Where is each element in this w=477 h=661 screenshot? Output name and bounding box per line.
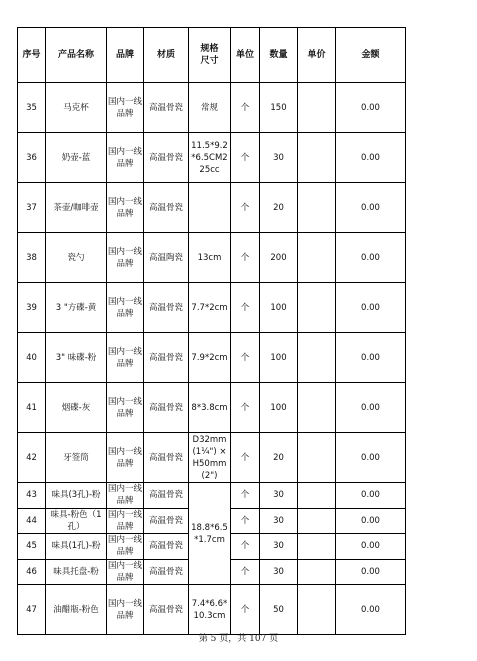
cell-quantity: 100 bbox=[260, 383, 298, 433]
cell-seq: 43 bbox=[18, 483, 46, 509]
cell-amount: 0.00 bbox=[336, 233, 406, 283]
cell-seq: 36 bbox=[18, 133, 46, 183]
cell-seq: 45 bbox=[18, 534, 46, 560]
cell-product-name: 牙签筒 bbox=[46, 433, 107, 483]
cell-brand: 国内一线品牌 bbox=[108, 560, 143, 583]
cell-amount: 0.00 bbox=[336, 433, 406, 483]
cell-spec: 7.7*2cm bbox=[189, 283, 231, 333]
cell-brand: 国内一线品牌 bbox=[108, 484, 143, 507]
cell-quantity: 100 bbox=[260, 283, 298, 333]
cell-unit: 个 bbox=[231, 534, 260, 560]
cell-amount: 0.00 bbox=[336, 333, 406, 383]
cell-product-name: 3 "方碟-黄 bbox=[46, 283, 107, 333]
table-header-row bbox=[18, 28, 406, 83]
cell-brand: 国内一线品牌 bbox=[107, 83, 144, 133]
cell-spec-merged: 18.8*6.5*1.7cm bbox=[189, 483, 231, 585]
cell-brand: 国内一线品牌 bbox=[107, 333, 144, 383]
cell-seq: 40 bbox=[18, 333, 46, 383]
cell-unit: 个 bbox=[231, 585, 260, 635]
cell-quantity: 20 bbox=[260, 433, 298, 483]
cell-quantity: 30 bbox=[260, 559, 298, 585]
cell-seq: 46 bbox=[18, 559, 46, 585]
cell-amount: 0.00 bbox=[336, 483, 406, 509]
cell-product-name: 奶壶-蓝 bbox=[46, 133, 107, 183]
cell-brand: 国内一线品牌 bbox=[107, 133, 144, 183]
cell-seq: 42 bbox=[18, 433, 46, 483]
cell-brand: 国内一线品牌 bbox=[108, 535, 143, 558]
cell-quantity: 20 bbox=[260, 183, 298, 233]
cell-unit: 个 bbox=[231, 83, 260, 133]
cell-product-name: 味具(1孔)-粉 bbox=[46, 534, 107, 560]
header-product-name: 产品名称 bbox=[46, 28, 107, 83]
header-amount: 金额 bbox=[336, 28, 406, 83]
cell-brand: 国内一线品牌 bbox=[107, 433, 144, 483]
cell-amount: 0.00 bbox=[336, 83, 406, 133]
cell-amount: 0.00 bbox=[336, 534, 406, 560]
cell-material: 高温骨瓷 bbox=[144, 333, 189, 383]
table-row bbox=[18, 433, 406, 483]
cell-unit: 个 bbox=[231, 283, 260, 333]
cell-brand: 国内一线品牌 bbox=[107, 383, 144, 433]
cell-unit-price bbox=[298, 483, 336, 509]
cell-amount: 0.00 bbox=[336, 559, 406, 585]
cell-unit: 个 bbox=[231, 559, 260, 585]
cell-brand: 国内一线品牌 bbox=[108, 509, 143, 532]
cell-spec: 11.5*9.2*6.5CM225cc bbox=[189, 133, 231, 183]
cell-unit-price bbox=[298, 183, 336, 233]
table-row bbox=[18, 283, 406, 333]
cell-product-name: 茶壶/咖啡壶 bbox=[46, 183, 107, 233]
table-row bbox=[18, 83, 406, 133]
cell-amount: 0.00 bbox=[336, 283, 406, 333]
cell-unit-price bbox=[298, 508, 336, 534]
cell-amount: 0.00 bbox=[336, 585, 406, 635]
cell-quantity: 30 bbox=[260, 483, 298, 509]
header-unit: 单位 bbox=[231, 28, 260, 83]
cell-unit-price bbox=[298, 133, 336, 183]
cell-seq: 47 bbox=[18, 585, 46, 635]
cell-spec bbox=[189, 183, 231, 233]
cell-unit-price bbox=[298, 83, 336, 133]
cell-seq: 39 bbox=[18, 283, 46, 333]
cell-unit: 个 bbox=[231, 433, 260, 483]
cell-seq: 35 bbox=[18, 83, 46, 133]
header-material: 材质 bbox=[144, 28, 189, 83]
cell-product-name: 味具-粉色（1孔） bbox=[46, 508, 107, 534]
cell-seq: 38 bbox=[18, 233, 46, 283]
cell-quantity: 30 bbox=[260, 133, 298, 183]
cell-material: 高温骨瓷 bbox=[144, 383, 189, 433]
cell-amount: 0.00 bbox=[336, 383, 406, 433]
cell-product-name: 味具(3孔)-粉 bbox=[46, 483, 107, 509]
cell-material: 高温骨瓷 bbox=[144, 183, 189, 233]
cell-product-name: 瓷勺 bbox=[46, 233, 107, 283]
cell-unit: 个 bbox=[231, 483, 260, 509]
cell-material: 高温骨瓷 bbox=[144, 433, 189, 483]
cell-product-name: 油醋瓶-粉色 bbox=[46, 585, 107, 635]
header-quantity: 数量 bbox=[260, 28, 298, 83]
cell-spec: 8*3.8cm bbox=[189, 383, 231, 433]
cell-quantity: 50 bbox=[260, 585, 298, 635]
cell-material: 高温骨瓷 bbox=[144, 559, 189, 585]
cell-brand: 国内一线品牌 bbox=[107, 585, 144, 635]
cell-quantity: 100 bbox=[260, 333, 298, 383]
cell-amount: 0.00 bbox=[336, 133, 406, 183]
cell-material: 高温骨瓷 bbox=[144, 508, 189, 534]
cell-product-name: 马克杯 bbox=[46, 83, 107, 133]
cell-unit-price bbox=[298, 383, 336, 433]
table-row bbox=[18, 233, 406, 283]
cell-unit-price bbox=[298, 333, 336, 383]
table-row bbox=[18, 383, 406, 433]
cell-unit: 个 bbox=[231, 133, 260, 183]
cell-spec: 7.9*2cm bbox=[189, 333, 231, 383]
cell-unit-price bbox=[298, 534, 336, 560]
cell-brand: 国内一线品牌 bbox=[107, 233, 144, 283]
cell-unit-price bbox=[298, 559, 336, 585]
cell-amount: 0.00 bbox=[336, 508, 406, 534]
table-row bbox=[18, 585, 406, 635]
cell-material: 高温骨瓷 bbox=[144, 133, 189, 183]
cell-unit: 个 bbox=[231, 383, 260, 433]
cell-unit-price bbox=[298, 433, 336, 483]
cell-material: 高温骨瓷 bbox=[144, 283, 189, 333]
cell-unit-price bbox=[298, 233, 336, 283]
cell-amount: 0.00 bbox=[336, 183, 406, 233]
cell-seq: 44 bbox=[18, 508, 46, 534]
cell-brand: 国内一线品牌 bbox=[107, 183, 144, 233]
cell-material: 高温骨瓷 bbox=[144, 83, 189, 133]
cell-unit: 个 bbox=[231, 333, 260, 383]
cell-unit-price bbox=[298, 283, 336, 333]
cell-seq: 41 bbox=[18, 383, 46, 433]
cell-product-name: 3" 味碟-粉 bbox=[46, 333, 107, 383]
table-row bbox=[18, 133, 406, 183]
cell-material: 高温骨瓷 bbox=[144, 534, 189, 560]
header-spec: 规格 尺寸 bbox=[189, 28, 231, 83]
cell-spec: 7.4*6.6*10.3cm bbox=[189, 585, 231, 635]
table-row bbox=[18, 483, 406, 509]
cell-brand: 国内一线品牌 bbox=[107, 283, 144, 333]
cell-unit: 个 bbox=[231, 183, 260, 233]
cell-spec: 常规 bbox=[189, 83, 231, 133]
cell-quantity: 30 bbox=[260, 508, 298, 534]
cell-quantity: 200 bbox=[260, 233, 298, 283]
cell-quantity: 30 bbox=[260, 534, 298, 560]
cell-material: 高温陶瓷 bbox=[144, 233, 189, 283]
header-seq: 序号 bbox=[18, 28, 46, 83]
cell-unit-price bbox=[298, 585, 336, 635]
cell-spec: 13cm bbox=[189, 233, 231, 283]
cell-quantity: 150 bbox=[260, 83, 298, 133]
cell-material: 高温骨瓷 bbox=[144, 483, 189, 509]
product-quote-table bbox=[17, 27, 406, 635]
cell-spec: D32mm (1¼") × H50mm (2") bbox=[189, 433, 231, 483]
cell-unit: 个 bbox=[231, 233, 260, 283]
header-brand: 品牌 bbox=[107, 28, 144, 83]
cell-product-name: 味具托盘-粉 bbox=[46, 559, 107, 585]
page-footer: 第 5 页，共 107 页 bbox=[198, 634, 279, 644]
cell-unit: 个 bbox=[231, 508, 260, 534]
cell-product-name: 烟碟-灰 bbox=[46, 383, 107, 433]
cell-material: 高温骨瓷 bbox=[144, 585, 189, 635]
header-unit-price: 单价 bbox=[298, 28, 336, 83]
table-row bbox=[18, 333, 406, 383]
cell-seq: 37 bbox=[18, 183, 46, 233]
table-row bbox=[18, 183, 406, 233]
